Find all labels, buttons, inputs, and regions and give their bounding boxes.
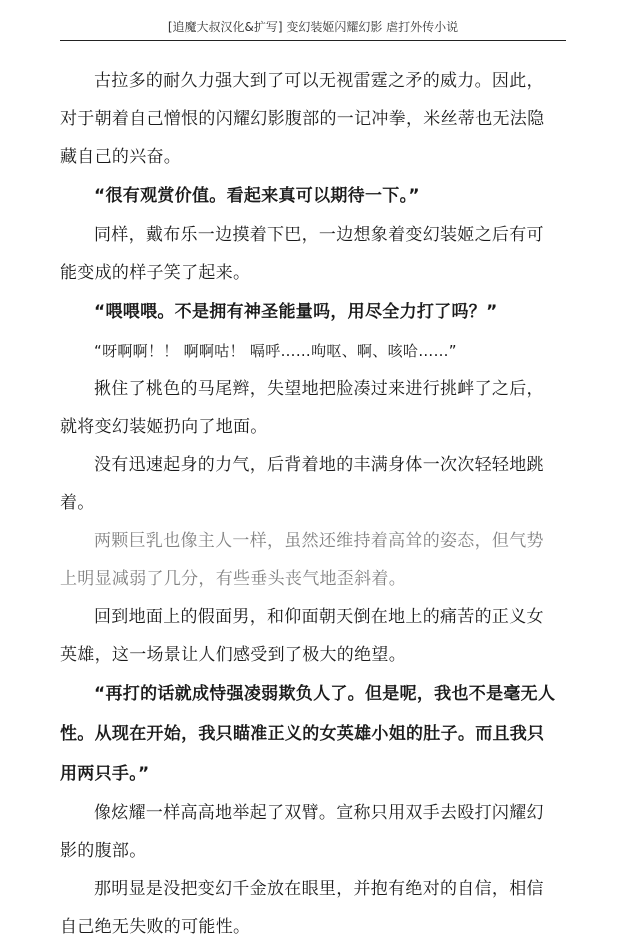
dialogue-paragraph: “再打的话就成恃强凌弱欺负人了。但是呢，我也不是毫无人性。从现在开始，我只瞄准正义的女英雄小姐的肚子。而且我只用两只手。” [60,684,556,784]
paragraph: 古拉多的耐久力强大到了可以无视雷霆之矛的威力。因此，对于朝着自己憎恨的闪耀幻影腹部的一记冲拳，米丝蒂也无法隐藏自己的兴奋。 [60,71,545,167]
paragraph: 同样，戴布乐一边摸着下巴，一边想象着变幻装姬之后有可能变成的样子笑了起来。 [60,225,544,283]
running-header: [追魔大叔汉化&扩写] 变幻装姬闪耀幻影 虐打外传小说 [60,14,566,41]
paragraph: 像炫耀一样高高地举起了双臂。宣称只用双手去殴打闪耀幻影的腹部。 [60,803,544,861]
novel-text [60,62,560,946]
paragraph: 揪住了桃色的马尾辫，失望地把脸凑过来进行挑衅了之后，就将变幻装姬扔向了地面。 [60,379,544,437]
dialogue-paragraph: “呀啊啊！！ 啊啊咕！ 嗝呼……呴呕、啊、咳哈……” [94,342,457,360]
dialogue-paragraph: “喂喂喂。不是拥有神圣能量吗，用尽全力打了吗？” [94,302,498,322]
paragraph: 两颗巨乳也像主人一样，虽然还维持着高耸的姿态，但气势上明显减弱了几分，有些垂头丧气地歪斜着。 [60,531,544,589]
paragraph: 没有迅速起身的力气，后背着地的丰满身体一次次轻轻地跳着。 [60,455,544,513]
paragraph: 那明显是没把变幻千金放在眼里，并抱有绝对的自信，相信自己绝无失败的可能性。 [60,879,544,937]
paragraph: 回到地面上的假面男，和仰面朝天倒在地上的痛苦的正义女英雄，这一场景让人们感受到了极大的绝望。 [60,607,544,665]
dialogue-paragraph: “很有观赏价值。看起来真可以期待一下。” [94,186,420,206]
